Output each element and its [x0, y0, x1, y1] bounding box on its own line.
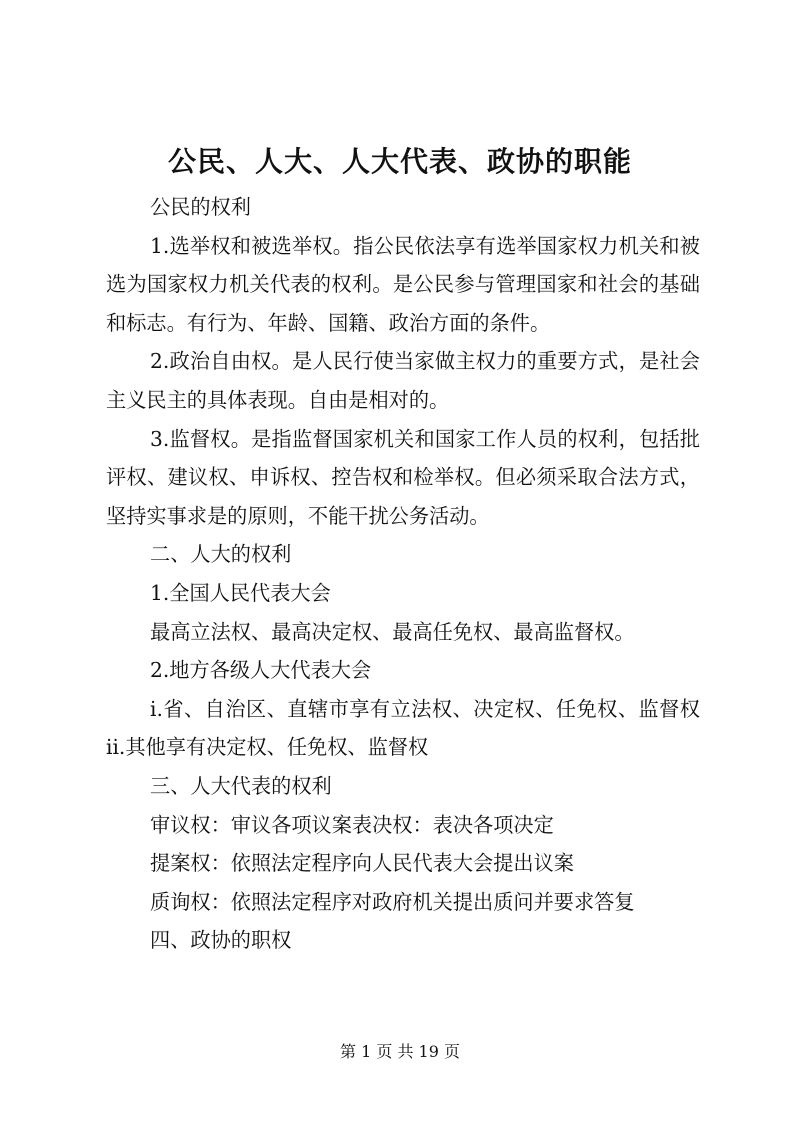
document-title: 公民、人大、人大代表、政协的职能	[167, 145, 632, 178]
page-footer: 第 1 页 共 19 页	[340, 1042, 460, 1061]
paragraph: 3.监督权。是指监督国家机关和国家工作人员的权利，包括批评权、建议权、申诉权、控告权和检举权。但必须采取合法方式，坚持实事求是的原则，不能干扰公务活动。	[106, 426, 700, 528]
paragraph: 审议权：审议各项议案表决权：表决各项决定	[150, 812, 554, 837]
paragraph: 四、政协的职权	[150, 928, 292, 953]
paragraph: 三、人大代表的权利	[150, 773, 332, 798]
paragraph: 1.全国人民代表大会	[150, 580, 331, 605]
paragraph: 公民的权利	[150, 195, 251, 219]
paragraph: i.省、自治区、直辖市享有立法权、决定权、任免权、监督权 ii.其他享有决定权、任免权、监督权	[106, 696, 700, 760]
paragraph: 1.选举权和被选举权。指公民依法享有选举国家权力机关和被选为国家权力机关代表的权利。是公民参与管理国家和社会的基础和标志。有行为、年龄、国籍、政治方面的条件。	[106, 233, 700, 335]
paragraph: 最高立法权、最高决定权、最高任免权、最高监督权。	[150, 619, 635, 644]
paragraph: 2.政治自由权。是人民行使当家做主权力的重要方式，是社会主义民主的具体表现。自由是相对的。	[106, 349, 700, 412]
document-body	[106, 188, 700, 960]
paragraph: 2.地方各级人大代表大会	[150, 658, 372, 683]
paragraph: 提案权：依照法定程序向人民代表大会提出议案	[150, 851, 574, 876]
paragraph: 质询权：依照法定程序对政府机关提出质问并要求答复	[150, 889, 635, 914]
paragraph: 二、人大的权利	[150, 542, 292, 567]
